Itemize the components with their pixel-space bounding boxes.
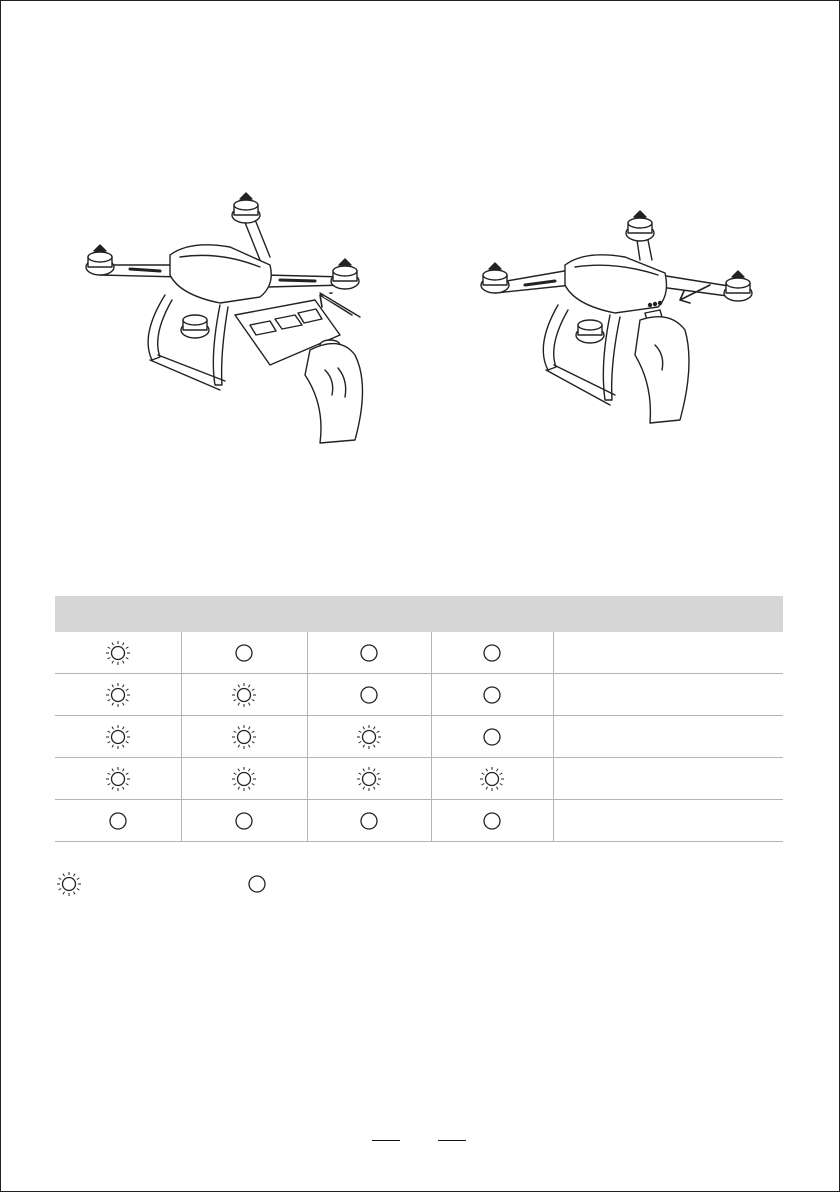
led-on-icon bbox=[231, 682, 257, 708]
led-cell bbox=[431, 800, 553, 842]
led-off-icon bbox=[356, 808, 382, 834]
drone-battery-inserted-illustration bbox=[470, 205, 780, 435]
led-cell bbox=[307, 674, 431, 716]
header-cell-led3 bbox=[307, 596, 431, 632]
page-number-rule-left bbox=[372, 1140, 400, 1141]
led-on-icon bbox=[105, 682, 131, 708]
led-off-icon bbox=[105, 808, 131, 834]
legend-led-on bbox=[56, 871, 82, 901]
led-off-icon bbox=[356, 640, 382, 666]
led-cell bbox=[55, 674, 181, 716]
led-off-icon bbox=[231, 808, 257, 834]
led-cell bbox=[181, 632, 307, 674]
led-cell bbox=[181, 716, 307, 758]
drone-battery-insert-illustration bbox=[70, 185, 390, 445]
table-body bbox=[55, 632, 783, 842]
led-off-icon bbox=[231, 640, 257, 666]
description-cell bbox=[553, 674, 783, 716]
header-cell-led4 bbox=[431, 596, 553, 632]
page-number-rule-right bbox=[438, 1140, 466, 1141]
table-row bbox=[55, 632, 783, 674]
motor-icon bbox=[86, 245, 114, 275]
header-cell-led2 bbox=[181, 596, 307, 632]
led-off-icon bbox=[479, 724, 505, 750]
led-cell bbox=[307, 632, 431, 674]
led-cell bbox=[307, 758, 431, 800]
led-cell bbox=[431, 758, 553, 800]
header-cell-led1 bbox=[55, 596, 181, 632]
led-cell bbox=[55, 632, 181, 674]
led-cell bbox=[431, 674, 553, 716]
description-cell bbox=[553, 632, 783, 674]
led-off-icon bbox=[479, 808, 505, 834]
led-on-icon bbox=[105, 724, 131, 750]
led-cell bbox=[431, 632, 553, 674]
led-cell bbox=[307, 716, 431, 758]
led-on-icon bbox=[356, 766, 382, 792]
table-row bbox=[55, 800, 783, 842]
description-cell bbox=[553, 800, 783, 842]
header-cell-description bbox=[553, 596, 783, 632]
legend-led-off bbox=[244, 871, 270, 901]
led-on-icon bbox=[56, 871, 82, 897]
led-cell bbox=[55, 716, 181, 758]
led-on-icon bbox=[105, 766, 131, 792]
led-off-icon bbox=[356, 682, 382, 708]
led-on-icon bbox=[356, 724, 382, 750]
led-cell bbox=[55, 800, 181, 842]
led-off-icon bbox=[244, 871, 270, 897]
description-cell bbox=[553, 716, 783, 758]
table-row bbox=[55, 716, 783, 758]
table-header bbox=[55, 596, 783, 632]
led-on-icon bbox=[105, 640, 131, 666]
led-cell bbox=[181, 800, 307, 842]
battery-led-table bbox=[55, 596, 783, 842]
led-cell bbox=[55, 758, 181, 800]
led-off-icon bbox=[479, 640, 505, 666]
led-cell bbox=[181, 674, 307, 716]
led-cell bbox=[181, 758, 307, 800]
led-cell bbox=[431, 716, 553, 758]
led-cell bbox=[307, 800, 431, 842]
led-on-icon bbox=[479, 766, 505, 792]
led-on-icon bbox=[231, 724, 257, 750]
led-off-icon bbox=[479, 682, 505, 708]
table-row bbox=[55, 674, 783, 716]
table-row bbox=[55, 758, 783, 800]
description-cell bbox=[553, 758, 783, 800]
led-on-icon bbox=[231, 766, 257, 792]
